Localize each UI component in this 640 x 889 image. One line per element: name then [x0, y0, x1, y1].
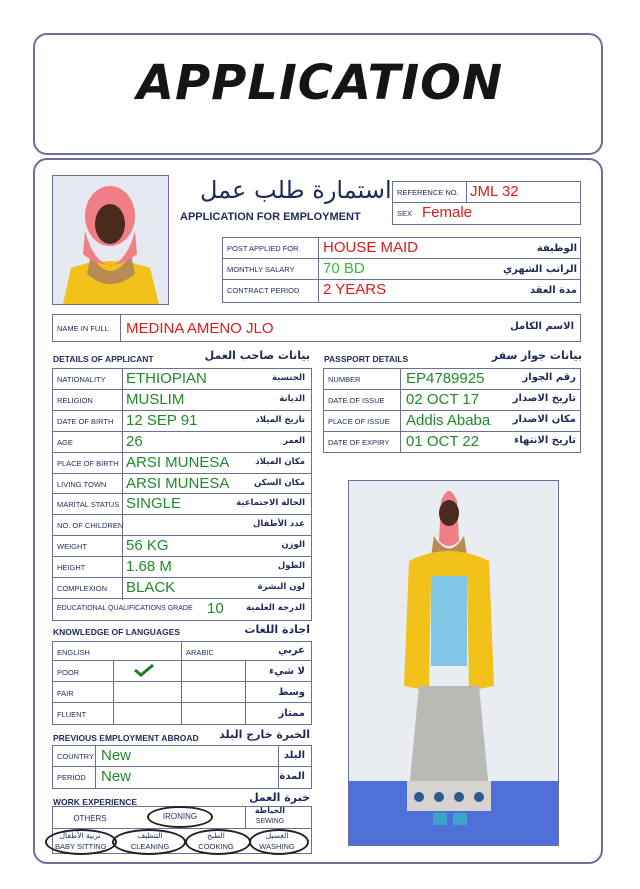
work-cooking-ar: الطبخ — [207, 831, 225, 840]
passport-row-label-ar: تاريخ الانتهاء — [514, 435, 576, 446]
passport-row-label: DATE OF ISSUE — [328, 396, 385, 405]
post-label: POST APPLIED FOR — [227, 244, 299, 253]
name-value: MEDINA AMENO JLO — [126, 320, 274, 337]
work-ironing: IRONING — [162, 812, 198, 821]
contract-label-ar: مدة العقد — [529, 285, 577, 296]
cleaning-circle — [112, 829, 186, 855]
applicant-row-value: 10 — [207, 600, 224, 617]
applicant-row-value: 56 KG — [126, 537, 169, 554]
contract-label: CONTRACT PERIOD — [227, 286, 300, 295]
passport-header-ar: بيانات جواز سفر — [491, 349, 582, 362]
passport-row-value: Addis Ababa — [406, 412, 491, 429]
languages-table — [52, 641, 312, 725]
ironing-circle — [147, 806, 213, 828]
salary-value: 70 BD — [323, 260, 365, 277]
applicant-row-label: MARITAL STATUS — [57, 500, 120, 509]
country-value: New — [101, 747, 132, 764]
applicant-row-label-ar: مكان السكن — [254, 478, 305, 488]
applicant-row-label-ar: مكان الميلاد — [255, 457, 305, 467]
applicant-row-label: HEIGHT — [57, 563, 86, 572]
passport-row-value: 02 OCT 17 — [406, 391, 480, 408]
applicant-row-label-ar: عدد الأطفال — [253, 519, 305, 529]
passport-row-value: EP4789925 — [406, 370, 485, 387]
salary-label: MONTHLY SALARY — [227, 265, 295, 274]
work-cleaning-ar: التنظيف — [137, 831, 163, 840]
country-label-ar: البلد — [283, 750, 305, 761]
previous-header: PREVIOUS EMPLOYMENT ABROAD — [53, 733, 199, 743]
applicant-row-label-ar: الديانة — [279, 394, 305, 404]
post-value: HOUSE MAID — [323, 239, 419, 256]
applicant-row-label-ar: الدرجة العلمية — [246, 603, 305, 613]
passport-header: PASSPORT DETAILS — [324, 354, 409, 364]
languages-header: KNOWLEDGE OF LANGUAGES — [53, 627, 181, 637]
applicant-row-value: SINGLE — [126, 495, 182, 512]
lang-row-fair-ar: وسط — [278, 687, 305, 698]
work-washing: WASHING — [259, 842, 295, 851]
applicant-row-label-ar: تاريخ الميلاد — [255, 415, 305, 425]
lang-col-arabic: ARABIC — [186, 648, 214, 657]
sex-label: SEX — [397, 209, 413, 218]
contract-value: 2 YEARS — [323, 281, 387, 298]
previous-header-ar: الخبرة خارج البلد — [219, 728, 310, 741]
period-label-ar: المدة — [279, 771, 305, 782]
full-body-photo — [348, 480, 559, 846]
salary-label-ar: الراتب الشهري — [503, 264, 577, 275]
languages-header-ar: اجادة اللغات — [244, 623, 310, 636]
applicant-row-label-ar: الجنسية — [272, 373, 305, 383]
baby-sitting-circle — [45, 829, 117, 855]
passport-row-value: 01 OCT 22 — [406, 433, 480, 450]
lang-row-poor-ar: لا شيء — [269, 666, 305, 677]
applicant-row-value: 12 SEP 91 — [126, 412, 198, 429]
lang-row-poor: POOR — [57, 668, 80, 677]
work-sewing-ar: الخياطة — [254, 806, 285, 815]
checkmark-icon[interactable] — [133, 663, 155, 682]
cooking-circle — [185, 829, 251, 855]
applicant-row-label: NATIONALITY — [57, 375, 106, 384]
headshot-photo — [52, 175, 169, 305]
period-label: PERIOD — [57, 773, 86, 782]
applicant-row-label: COMPLEXION — [57, 584, 108, 593]
lang-row-fluent-ar: ممتاز — [278, 708, 305, 719]
passport-row-label-ar: مكان الاصدار — [512, 414, 576, 425]
washing-circle — [249, 829, 309, 855]
applicant-row-value: BLACK — [126, 579, 176, 596]
work-baby-ar: تربية الأطفال — [59, 831, 101, 840]
country-label: COUNTRY — [57, 752, 94, 761]
period-value: New — [101, 768, 132, 785]
lang-col-english: ENGLISH — [57, 648, 90, 657]
passport-row-label: PLACE OF ISSUE — [328, 417, 390, 426]
applicant-row-label: LIVING TOWN — [57, 480, 107, 489]
work-others: OTHERS — [73, 814, 107, 823]
post-label-ar: الوظيفة — [536, 243, 577, 254]
applicant-row-label: NO. OF CHILDREN — [57, 521, 124, 530]
applicant-row-label-ar: الوزن — [281, 540, 305, 550]
applicant-row-value: 26 — [126, 433, 143, 450]
work-baby: BABY SITTING — [55, 842, 107, 851]
applicant-row-label: DATE OF BIRTH — [57, 417, 114, 426]
form-title-arabic: استمارة طلب عمل — [200, 176, 392, 204]
passport-row-label-ar: رقم الجواز — [522, 372, 576, 383]
applicant-row-value: 1.68 M — [126, 558, 172, 575]
lang-col-arabic-ar: عربي — [278, 645, 305, 656]
page-title: APPLICATION — [136, 55, 504, 111]
work-header-ar: خبرة العمل — [249, 791, 310, 804]
applicant-row-label: AGE — [57, 438, 73, 447]
applicant-header-ar: بيانات صاحب العمل — [204, 349, 310, 362]
applicant-row-value: MUSLIM — [126, 391, 185, 408]
applicant-row-label: WEIGHT — [57, 542, 87, 551]
reference-value: JML 32 — [470, 183, 519, 200]
name-label-ar: الاسم الكامل — [510, 321, 574, 332]
passport-row-label: DATE OF EXPIRY — [328, 438, 390, 447]
reference-label: REFERENCE NO. — [397, 188, 459, 197]
lang-row-fluent: FLUENT — [57, 710, 87, 719]
form-title-english: APPLICATION FOR EMPLOYMENT — [180, 211, 361, 223]
applicant-row-label: RELIGION — [57, 396, 93, 405]
lang-row-fair: FAIR — [57, 689, 74, 698]
passport-row-label: NUMBER — [328, 375, 361, 384]
work-cooking: COOKING — [198, 842, 234, 851]
applicant-header: DETAILS OF APPLICANT — [53, 354, 154, 364]
work-cleaning: CLEANING — [130, 842, 170, 851]
applicant-row-value: ARSI MUNESA — [126, 454, 230, 471]
applicant-row-label-ar: لون البشرة — [257, 582, 305, 592]
work-header: WORK EXPERIENCE — [53, 797, 138, 807]
name-label: NAME IN FULL — [57, 324, 109, 333]
applicant-row-value: ARSI MUNESA — [126, 475, 230, 492]
applicant-row-label-ar: الحالة الاجتماعية — [236, 498, 305, 508]
applicant-row-label-ar: الطول — [277, 561, 305, 571]
applicant-row-label-ar: العمر — [283, 436, 305, 446]
work-washing-ar: الغسيل — [265, 831, 289, 840]
work-sewing: SEWING — [255, 818, 285, 825]
applicant-row-label: PLACE OF BIRTH — [57, 459, 119, 468]
applicant-row-value: ETHIOPIAN — [126, 370, 207, 387]
sex-value: Female — [422, 204, 473, 221]
applicant-row-label: EDUCATIONAL QUALIFICATIONS GRADE — [57, 605, 193, 612]
passport-row-label-ar: تاريخ الاصدار — [512, 393, 576, 404]
